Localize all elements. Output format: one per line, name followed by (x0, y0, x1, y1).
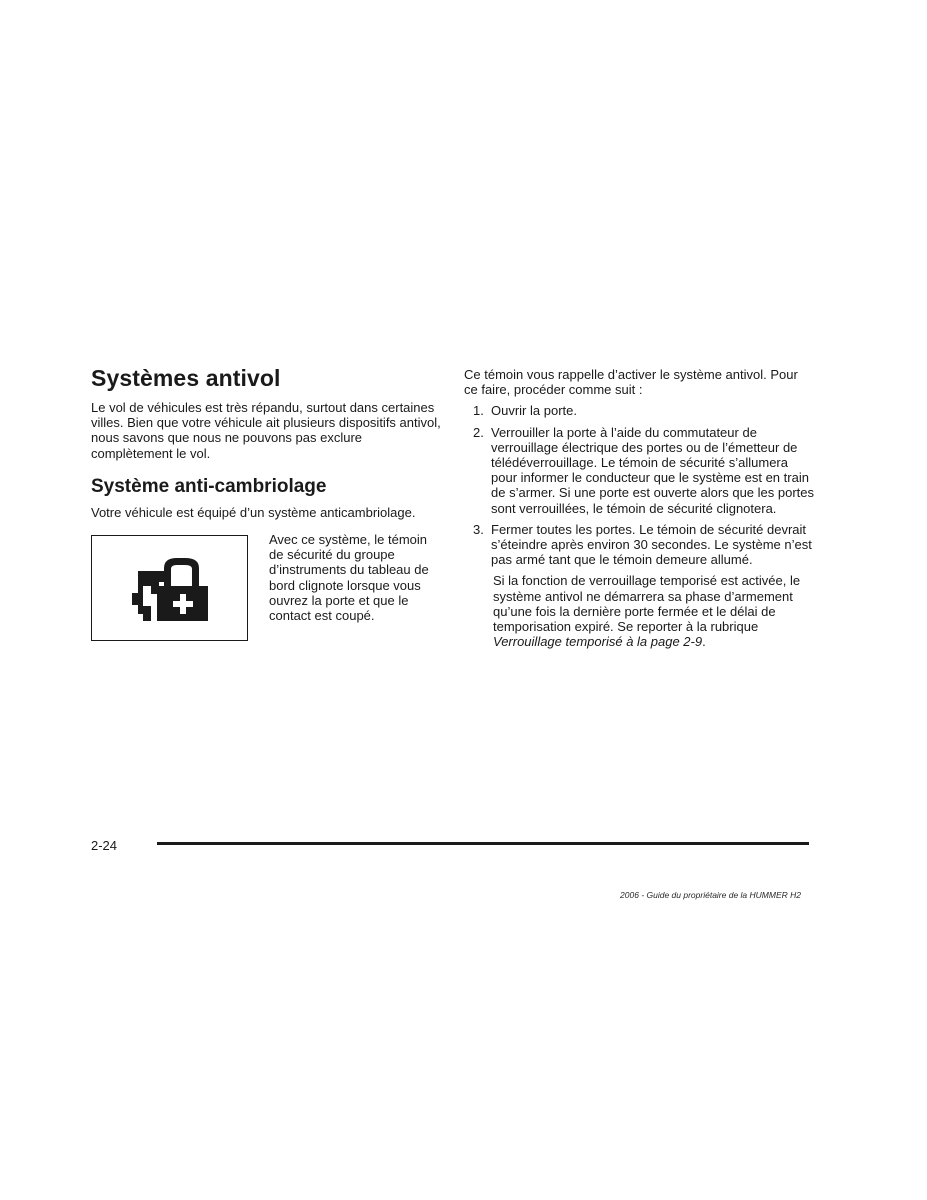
equip-paragraph: Votre véhicule est équipé d’un système anticambriolage. (91, 504, 416, 520)
steps-list (464, 403, 814, 649)
cross-reference-link[interactable]: Verrouillage temporisé à la page 2-9 (493, 634, 703, 650)
right-column (464, 367, 814, 655)
step-note (491, 573, 814, 649)
section-title: Systèmes antivol (91, 365, 281, 391)
icon-description: Avec ce système, le témoin de sécurité du groupe d’instruments du tableau de bord clignote lorsque vous ouvrez la porte et que le contact est coupé. (269, 532, 429, 624)
right-intro-paragraph: Ce témoin vous rappelle d’activer le système antivol. Pour ce faire, procéder comme suit : (464, 367, 798, 398)
step-number: 1. (473, 403, 484, 419)
icon-row (91, 526, 441, 646)
list-item (464, 403, 814, 418)
security-vehicle-lock-icon (129, 556, 211, 624)
intro-paragraph: Le vol de véhicules est très répandu, surtout dans certaines villes. Bien que votre véhicule ait plusieurs dispositifs antivol, nous savons que nous ne pouvons pas exclure complètement le vol. (91, 400, 441, 461)
step-text: Ouvrir la porte. (491, 403, 577, 419)
footer-text: 2006 - Guide du propriétaire de la HUMMER H2 (620, 890, 801, 900)
list-item (464, 425, 814, 516)
left-column (91, 364, 441, 646)
note-text: Si la fonction de verrouillage temporisé est activée, le système antivol ne démarrera sa phase d’armement qu’une fois la dernière porte fermée et le délai de temporisation expiré. Se reporter à la rubrique (493, 573, 801, 635)
step-number: 2. (473, 424, 484, 440)
note-end: . (702, 634, 706, 650)
footer-rule (157, 842, 809, 845)
step-text: Verrouiller la porte à l’aide du commutateur de verrouillage électrique des portes ou de l’émetteur de télédéverrouillage. Le témoin de sécurité s’allumera pour informer le conducteur que le système est en train de s’armer. Si une porte est ouverte alors que les portes sont verrouillées, le témoin de sécurité clignotera. (491, 424, 815, 516)
step-text: Fermer toutes les portes. Le témoin de sécurité devrait s’éteindre après environ 30 secondes. Le système n’est pas armé tant que le témoin demeure allumé. (491, 521, 812, 568)
page-number: 2-24 (91, 838, 118, 853)
step-number: 3. (473, 521, 484, 537)
subsection-title: Système anti-cambriolage (91, 475, 327, 497)
security-icon-box (91, 535, 248, 641)
list-item (464, 522, 814, 650)
